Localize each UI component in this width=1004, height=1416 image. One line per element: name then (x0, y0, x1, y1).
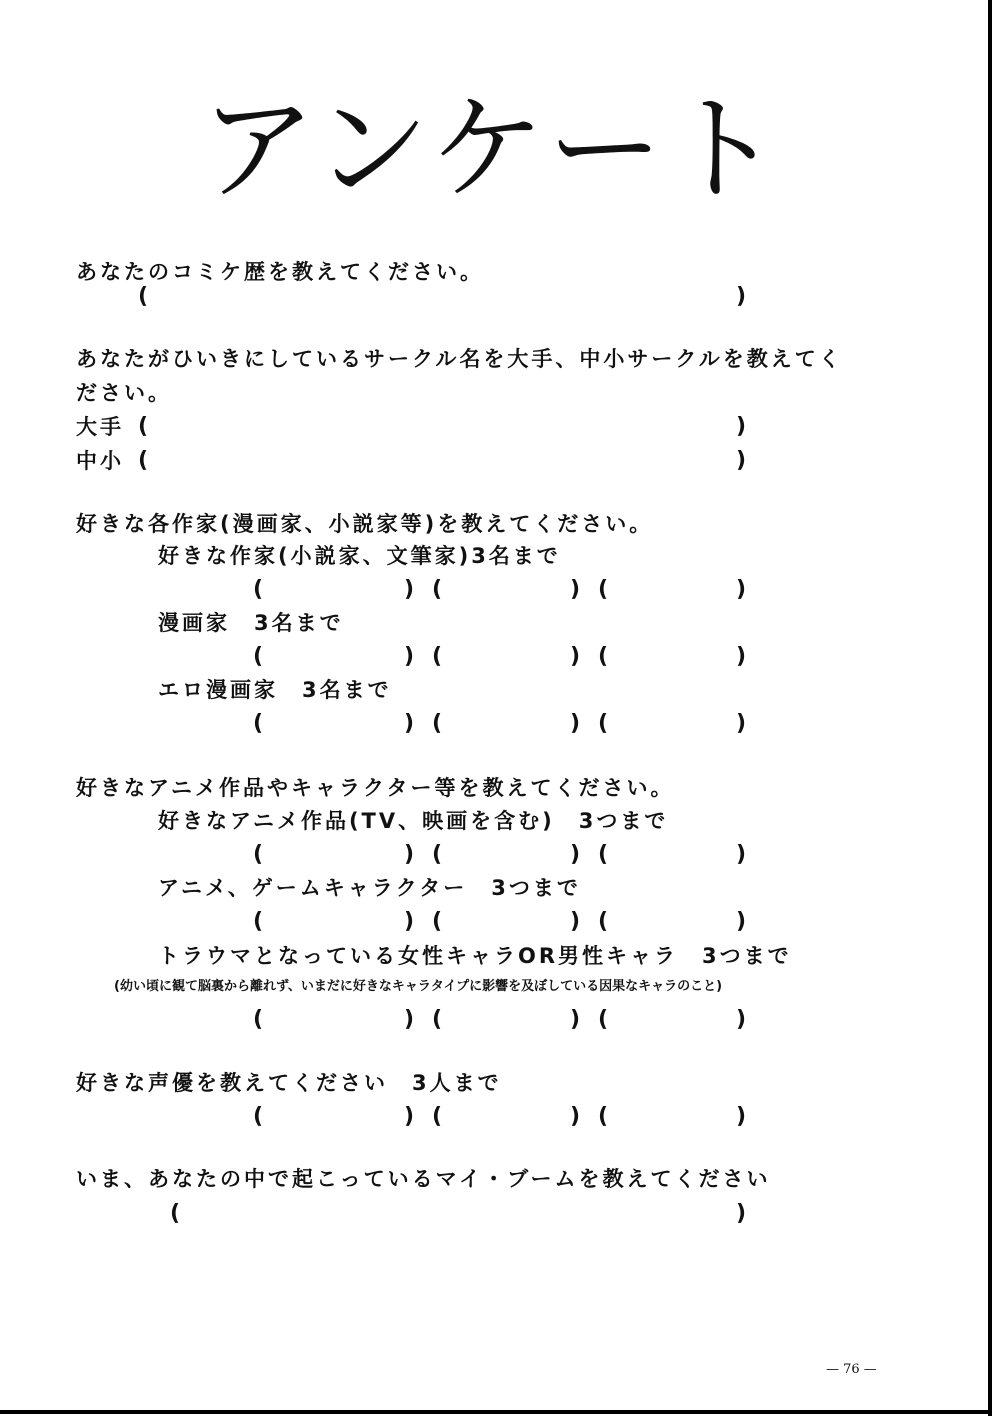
trauma-characters-note: (幼い頃に観て脳裏から離れず、いまだに好きなキャラタイプに影響を及ぼしている因果なキャラのこと) (114, 979, 723, 994)
page-edge-rule (988, 0, 992, 1416)
answer-open-paren: ( (253, 909, 264, 934)
answer-close-paren: ) (404, 1104, 415, 1129)
answer-close-paren: ) (736, 284, 747, 309)
page-title: アンケート (200, 82, 784, 217)
label-major-circle: 大手 (76, 415, 124, 439)
answer-open-paren: ( (432, 842, 443, 867)
answer-close-paren: ) (404, 842, 415, 867)
answer-open-paren: ( (170, 1201, 181, 1226)
label-manga-artists: 漫画家 3名まで (158, 611, 344, 635)
answer-close-paren: ) (736, 644, 747, 669)
answer-open-paren: ( (253, 644, 264, 669)
answer-close-paren: ) (570, 842, 581, 867)
answer-close-paren: ) (736, 909, 747, 934)
answer-open-paren: ( (598, 644, 609, 669)
answer-close-paren: ) (736, 577, 747, 602)
answer-open-paren: ( (253, 842, 264, 867)
answer-close-paren: ) (570, 1007, 581, 1032)
answer-open-paren: ( (138, 448, 149, 473)
answer-close-paren: ) (736, 448, 747, 473)
question-favorite-circles-line2: ださい。 (76, 381, 172, 405)
label-anime-game-characters: アニメ、ゲームキャラクター 3つまで (158, 876, 581, 900)
answer-open-paren: ( (598, 711, 609, 736)
answer-close-paren: ) (570, 711, 581, 736)
answer-open-paren: ( (253, 1104, 264, 1129)
label-minor-circle: 中小 (76, 449, 124, 473)
label-favorite-anime-works: 好きなアニメ作品(TV、映画を含む) 3つまで (158, 809, 669, 833)
answer-open-paren: ( (598, 577, 609, 602)
answer-close-paren: ) (736, 1007, 747, 1032)
answer-close-paren: ) (570, 909, 581, 934)
answer-open-paren: ( (432, 1007, 443, 1032)
page-bottom-rule (0, 1410, 992, 1414)
label-trauma-characters: トラウマとなっている女性キャラOR男性キャラ 3つまで (158, 944, 792, 968)
answer-close-paren: ) (404, 577, 415, 602)
question-favorite-voice-actors: 好きな声優を教えてください 3人まで (76, 1071, 502, 1095)
question-favorite-circles-line1: あなたがひいきにしているサークル名を大手、中小サークルを教えてく (76, 347, 843, 371)
question-favorite-authors: 好きな各作家(漫画家、小説家等)を教えてください。 (76, 512, 654, 536)
answer-open-paren: ( (432, 644, 443, 669)
question-favorite-anime: 好きなアニメ作品やキャラクター等を教えてください。 (76, 776, 675, 800)
answer-open-paren: ( (432, 909, 443, 934)
answer-close-paren: ) (736, 414, 747, 439)
answer-open-paren: ( (432, 711, 443, 736)
answer-close-paren: ) (404, 1007, 415, 1032)
answer-close-paren: ) (404, 711, 415, 736)
answer-open-paren: ( (432, 577, 443, 602)
answer-open-paren: ( (253, 577, 264, 602)
answer-open-paren: ( (253, 711, 264, 736)
page-number: — 76 — (826, 1362, 877, 1377)
answer-close-paren: ) (736, 1201, 747, 1226)
answer-open-paren: ( (138, 414, 149, 439)
answer-close-paren: ) (736, 1104, 747, 1129)
answer-close-paren: ) (570, 644, 581, 669)
answer-close-paren: ) (570, 1104, 581, 1129)
answer-close-paren: ) (736, 842, 747, 867)
answer-open-paren: ( (253, 1007, 264, 1032)
answer-close-paren: ) (404, 644, 415, 669)
question-comiket-history: あなたのコミケ歴を教えてください。 (76, 260, 484, 284)
answer-open-paren: ( (598, 1104, 609, 1129)
answer-open-paren: ( (138, 284, 149, 309)
question-my-boom: いま、あなたの中で起こっているマイ・ブームを教えてください (76, 1167, 771, 1191)
label-ero-manga-artists: エロ漫画家 3名まで (158, 678, 392, 702)
answer-close-paren: ) (570, 577, 581, 602)
answer-open-paren: ( (432, 1104, 443, 1129)
answer-open-paren: ( (598, 909, 609, 934)
label-favorite-writers: 好きな作家(小説家、文筆家)3名まで (158, 544, 561, 568)
answer-open-paren: ( (598, 1007, 609, 1032)
answer-close-paren: ) (736, 711, 747, 736)
answer-open-paren: ( (598, 842, 609, 867)
answer-close-paren: ) (404, 909, 415, 934)
